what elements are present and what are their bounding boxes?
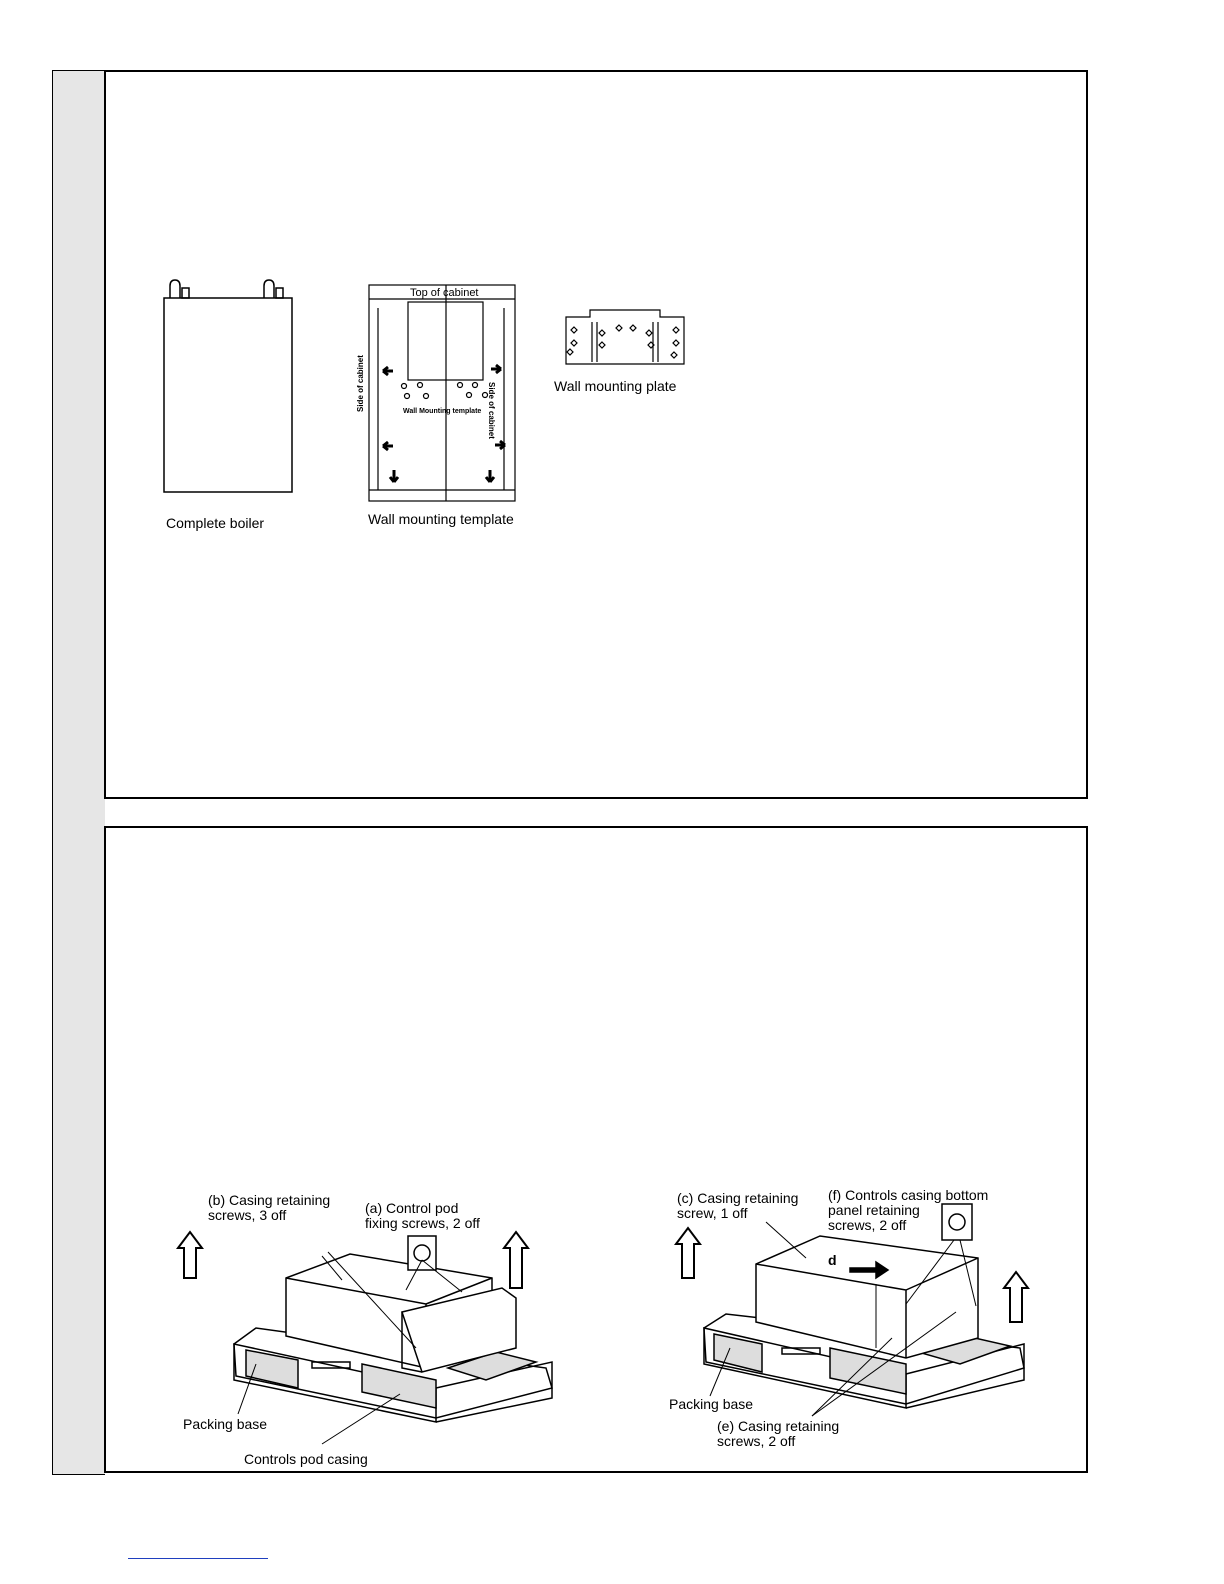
wall-mounting-plate-label: Wall mounting plate (554, 378, 677, 394)
casing-b-label-line1: (b) Casing retaining (208, 1192, 331, 1208)
left-boiler-drawing (178, 1232, 552, 1444)
pod-a-label-line2: fixing screws, 2 off (365, 1215, 480, 1231)
casing-b-label-line2: screws, 3 off (208, 1207, 287, 1223)
components-illustration (106, 72, 1090, 801)
controls-f-label-line1: (f) Controls casing bottom (828, 1187, 989, 1203)
side-of-cabinet-left-label: Side of cabinet (356, 355, 365, 412)
controls-pod-casing-label: Controls pod casing (244, 1451, 368, 1467)
casing-c-label-line2: screw, 1 off (677, 1205, 748, 1221)
complete-boiler-label: Complete boiler (166, 515, 265, 531)
top-of-cabinet-label: Top of cabinet (410, 287, 479, 299)
left-margin-bar (52, 70, 105, 1475)
right-packing-base-label: Packing base (669, 1396, 754, 1412)
components-panel (104, 70, 1088, 799)
casing-c-label-line1: (c) Casing retaining (677, 1190, 799, 1206)
right-boiler-drawing (676, 1204, 1028, 1416)
left-packing-base-label: Packing base (183, 1416, 268, 1432)
boiler-drawing (164, 280, 292, 492)
casing-removal-illustration (106, 828, 1090, 1475)
casing-e-label-line2: screws, 2 off (717, 1433, 796, 1449)
side-of-cabinet-right-label: Side of cabinet (487, 382, 496, 439)
arrow-d-label: d (828, 1252, 837, 1268)
wall-mounting-template-label: Wall mounting template (368, 511, 514, 527)
casing-removal-panel (104, 826, 1088, 1473)
controls-f-label-line3: screws, 2 off (828, 1217, 907, 1233)
casing-e-label-line1: (e) Casing retaining (717, 1418, 840, 1434)
pod-a-label-line1: (a) Control pod (365, 1200, 459, 1216)
controls-f-label-line2: panel retaining (828, 1202, 920, 1218)
footer-link-underline (128, 1558, 268, 1559)
template-inner-label: Wall Mounting template (403, 408, 482, 415)
mounting-plate-drawing (566, 310, 684, 364)
